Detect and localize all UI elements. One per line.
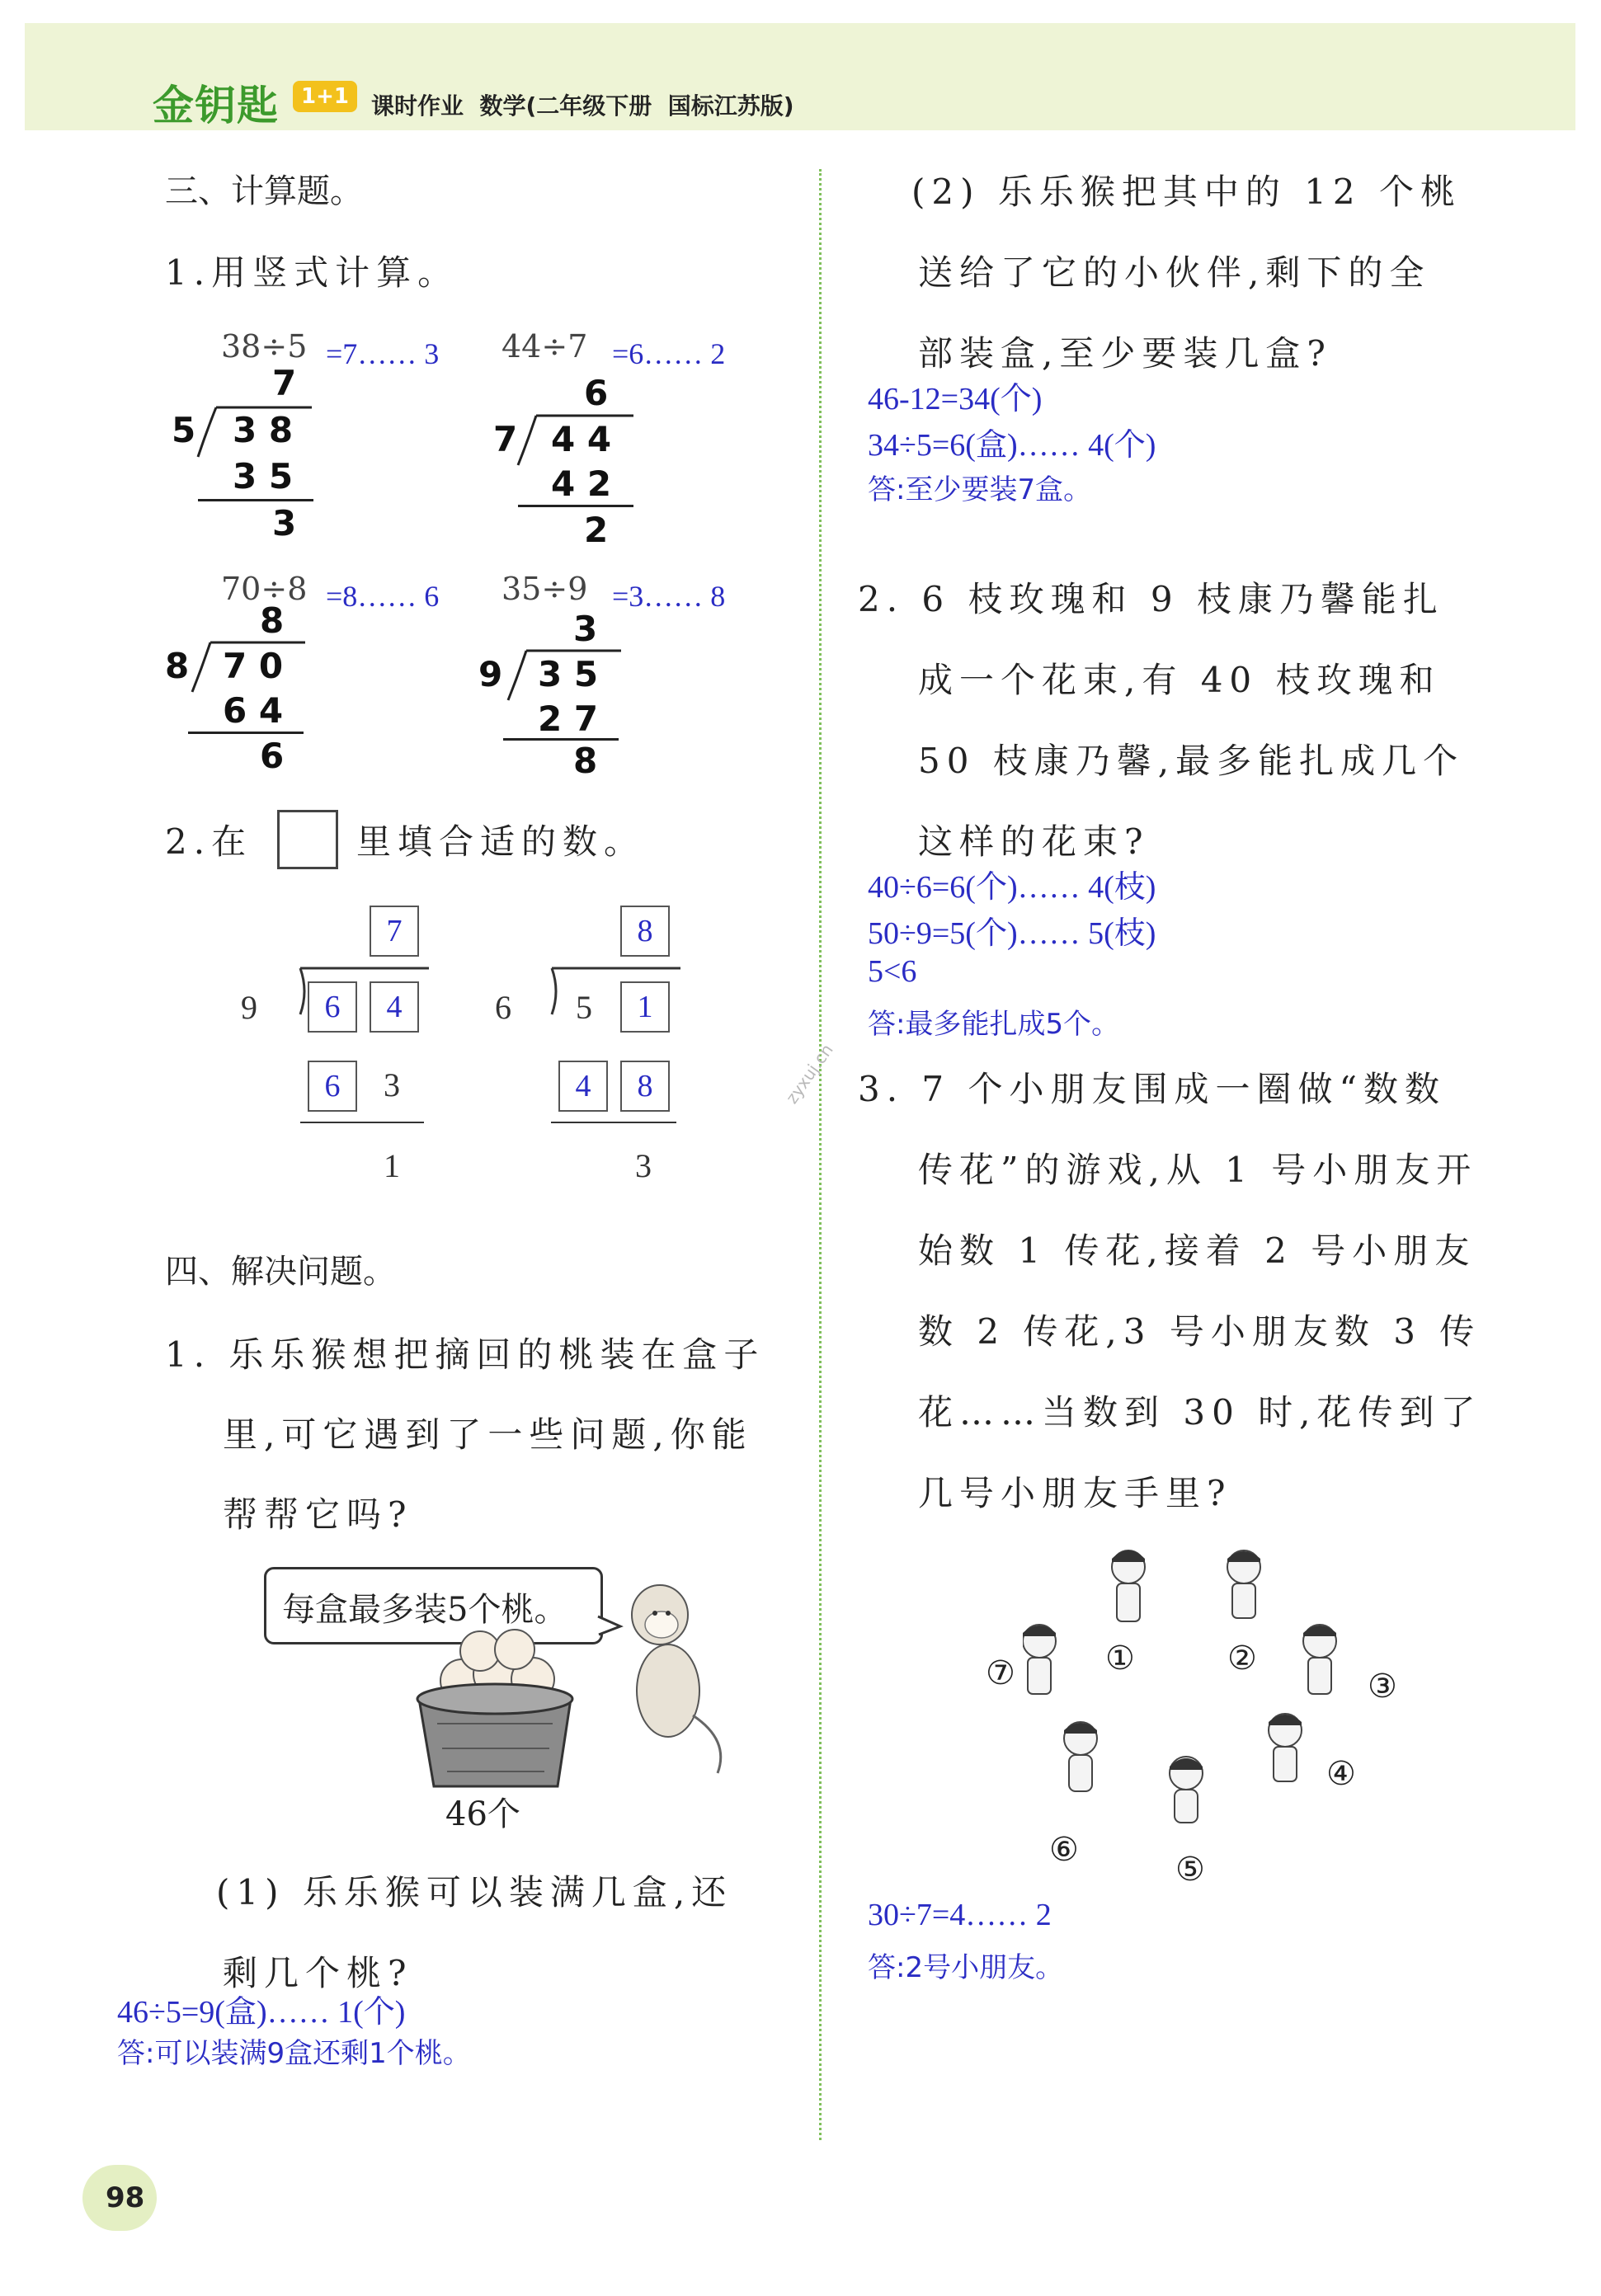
- s4-q2-line-4: 这样的花束?: [918, 821, 1150, 862]
- product-4: 2 7: [538, 699, 599, 739]
- rule-4: [503, 738, 619, 741]
- fill-b-dividend-1: 5: [576, 989, 592, 1026]
- q2-title-pre: 2.在: [165, 821, 253, 862]
- s4-q1-2-line-2: 送给了它的小伙伴,剩下的全: [918, 252, 1431, 293]
- kid-label-6: ⑥: [1049, 1831, 1079, 1869]
- s4-q2-line-3: 50 枝康乃馨,最多能扎成几个: [918, 741, 1465, 781]
- kid-label-1: ①: [1105, 1640, 1135, 1677]
- fill-a-quotient: 7: [370, 906, 419, 957]
- s4-q1-line-3: 帮帮它吗?: [223, 1494, 413, 1535]
- divisor-3: 8: [165, 646, 190, 686]
- s4-q3-line-6: 几号小朋友手里?: [918, 1473, 1232, 1513]
- s4-q2-answer-3: 5<6: [868, 954, 917, 989]
- watermark: zyxuj.cn: [781, 1040, 837, 1108]
- expr-4: 35÷9: [501, 571, 588, 607]
- expr-3: 70÷8: [221, 571, 308, 607]
- s4-q1-line-2: 里,可它遇到了一些问题,你能: [223, 1414, 753, 1455]
- s4-q2-line-1: 2. 6 枝玫瑰和 9 枝康乃馨能扎: [858, 579, 1444, 619]
- fill-b-quotient: 8: [620, 906, 670, 957]
- kid-label-7: ⑦: [986, 1654, 1015, 1692]
- answer-1: =7…… 3: [326, 337, 440, 370]
- fill-a-product-1: 6: [308, 1061, 357, 1112]
- fill-b-product-1: 4: [558, 1061, 608, 1112]
- s4-q1-2-answer-1: 46-12=34(个): [868, 382, 1043, 416]
- quotient-1: 7: [272, 363, 297, 403]
- s4-q1-1-line-2: 剩几个桃?: [223, 1953, 413, 1993]
- s4-q3-answer-2: 答:2号小朋友。: [868, 1951, 1064, 1984]
- page-number: 98: [106, 2181, 145, 2214]
- divisor-4: 9: [478, 654, 503, 694]
- dividend-4: 3 5: [538, 654, 599, 694]
- q2-sample-box: [277, 810, 338, 869]
- rule-2: [518, 505, 633, 507]
- fill-a-remainder: 1: [384, 1147, 400, 1184]
- quotient-2: 6: [584, 373, 609, 413]
- answer-2: =6…… 2: [612, 337, 726, 370]
- kid-label-4: ④: [1326, 1755, 1356, 1793]
- s4-q3-line-4: 数 2 传花,3 号小朋友数 3 传: [918, 1311, 1481, 1352]
- fill-a-divisor: 9: [241, 989, 257, 1026]
- answer-4: =3…… 8: [612, 580, 726, 613]
- dividend-1: 3 8: [233, 410, 294, 450]
- product-2: 4 2: [551, 463, 612, 504]
- rule-3: [188, 732, 304, 734]
- fill-a-dividend-1: 6: [308, 981, 357, 1033]
- s4-q3-line-3: 始数 1 传花,接着 2 号小朋友: [918, 1230, 1476, 1271]
- dividend-3: 7 0: [223, 646, 284, 686]
- fill-b-dividend-2: 1: [620, 981, 670, 1033]
- expr-1: 38÷5: [221, 328, 308, 365]
- fill-b-product-2: 8: [620, 1061, 670, 1112]
- s4-q3-answer-1: 30÷7=4…… 2: [868, 1898, 1052, 1932]
- q2-title-post: 里填合适的数。: [356, 821, 646, 862]
- section-3-title: 三、计算题。: [165, 172, 363, 210]
- fill-b-remainder: 3: [635, 1147, 652, 1184]
- logo: 金钥匙: [153, 82, 279, 129]
- s4-q1-line-1: 1. 乐乐猴想把摘回的桃装在盒子: [165, 1334, 765, 1375]
- s4-q1-2-line-1: (2) 乐乐猴把其中的 12 个桃: [911, 172, 1462, 212]
- s4-q3-line-5: 花……当数到 30 时,花传到了: [918, 1392, 1482, 1433]
- s4-q1-1-line-1: (1) 乐乐猴可以装满几盒,还: [216, 1872, 733, 1913]
- fill-a-rule: [300, 1122, 424, 1123]
- s4-q1-1-answer-1: 46÷5=9(盒)…… 1(个): [117, 1995, 406, 2030]
- quotient-4: 3: [573, 609, 598, 649]
- product-1: 3 5: [233, 456, 294, 496]
- remainder-1: 3: [272, 503, 297, 543]
- fill-b-divisor: 6: [495, 989, 511, 1026]
- s4-q3-line-2: 传花”的游戏,从 1 号小朋友开: [918, 1150, 1478, 1190]
- answer-3: =8…… 6: [326, 580, 440, 613]
- dividend-2: 4 4: [551, 419, 612, 459]
- s4-q2-answer-1: 40÷6=6(个)…… 4(枝): [868, 870, 1156, 905]
- remainder-3: 6: [260, 736, 285, 776]
- speech-bubble-text: 每盒最多装5个桃。: [282, 1591, 567, 1629]
- header-title: 课时作业 数学(二年级下册 国标江苏版): [371, 92, 794, 120]
- q1-title: 1.用竖式计算。: [165, 252, 459, 293]
- section-4-title: 四、解决问题。: [165, 1253, 396, 1291]
- kid-label-3: ③: [1368, 1668, 1397, 1706]
- rule-1: [198, 499, 313, 501]
- s4-q2-answer-2: 50÷9=5(个)…… 5(枝): [868, 916, 1156, 951]
- basket-label: 46个: [445, 1795, 520, 1833]
- product-3: 6 4: [223, 690, 284, 731]
- s4-q3-line-1: 3. 7 个小朋友围成一圈做“数数: [858, 1069, 1446, 1109]
- s4-q1-2-answer-3: 答:至少要装7盒。: [868, 473, 1092, 506]
- quotient-3: 8: [260, 600, 285, 641]
- fill-b-rule: [551, 1122, 676, 1123]
- expr-2: 44÷7: [501, 328, 588, 365]
- divisor-1: 5: [172, 410, 196, 450]
- s4-q2-line-2: 成一个花束,有 40 枝玫瑰和: [918, 660, 1441, 700]
- logo-badge: 1+1: [293, 81, 357, 112]
- remainder-2: 2: [584, 510, 609, 550]
- fill-a-product-2: 3: [384, 1066, 400, 1103]
- s4-q2-answer-4: 答:最多能扎成5个。: [868, 1008, 1120, 1041]
- peach-basket-illustration: [404, 1559, 751, 1806]
- remainder-4: 8: [573, 741, 598, 781]
- fill-a-dividend-2: 4: [370, 981, 419, 1033]
- kid-label-5: ⑤: [1175, 1851, 1205, 1889]
- column-divider: [819, 169, 822, 2140]
- s4-q1-2-answer-2: 34÷5=6(盒)…… 4(个): [868, 428, 1156, 463]
- s4-q1-1-answer-2: 答:可以装满9盒还剩1个桃。: [117, 2037, 471, 2070]
- s4-q1-2-line-3: 部装盒,至少要装几盒?: [918, 333, 1332, 374]
- divisor-2: 7: [493, 419, 518, 459]
- kid-label-2: ②: [1227, 1640, 1257, 1677]
